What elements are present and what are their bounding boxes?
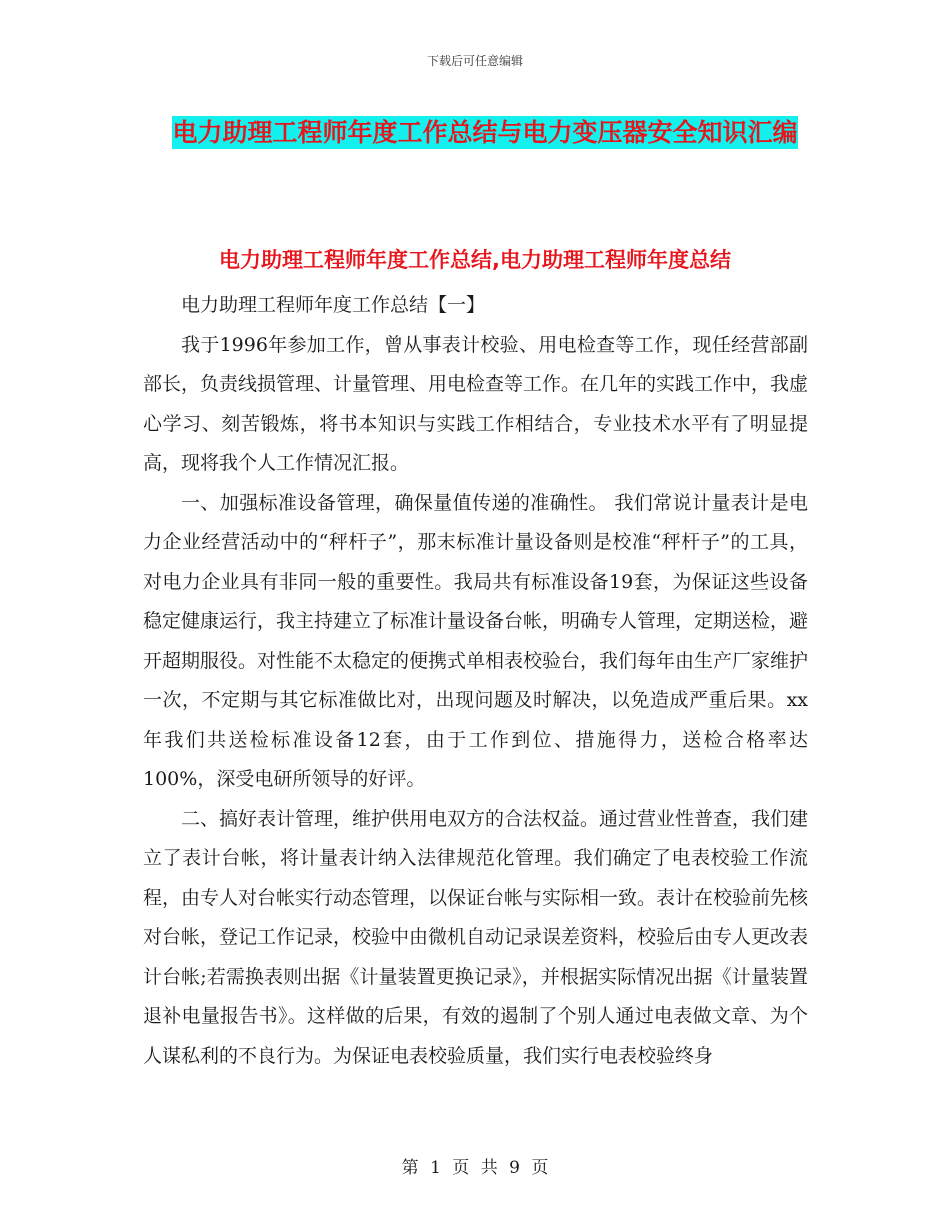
page-header-note: 下载后可任意编辑 (426, 54, 523, 68)
paragraph-meter-management: 二、搞好表计管理，维护供用电双方的合法权益。通过营业性普查，我们建立了表计台帐，将计量表计纳入法律规范化管理。我们确定了电表校验工作流程，由专人对台帐实行动态管理，以保证台帐与实际相一致。表计在校验前先核对台帐，登记工作记录，校验中由微机自动记录误差资料，校验后由专人更改表计台帐;若需换表则出据《计量装置更换记录》，并根据实际情况出据《计量装置退补电量报告书》。这样做的后果，有效的遏制了个别人通过电表做文章、为个人谋私利的不良行为。为保证电表校验质量，我们实行电表校验终身 (143, 807, 809, 1067)
page-footer: 第 1 页 共 9 页 (401, 1158, 549, 1178)
section-heading: 电力助理工程师年度工作总结【一】 (181, 294, 486, 316)
document-subtitle: 电力助理工程师年度工作总结,电力助理工程师年度总结 (219, 248, 731, 272)
document-title-text: 电力助理工程师年度工作总结与电力变压器安全知识汇编 (172, 118, 798, 147)
document-body (143, 286, 808, 1076)
paragraph-intro: 我于1996年参加工作，曾从事表计校验、用电检查等工作，现任经营部副部长，负责线损管理、计量管理、用电检查等工作。在几年的实践工作中，我虚心学习、刻苦锻炼，将书本知识与实践工作相结合，专业技术水平有了明显提高，现将我个人工作情况汇报。 (143, 333, 809, 474)
document-title (150, 110, 820, 156)
paragraph-standard-equipment: 一、加强标准设备管理，确保量值传递的准确性。 我们常说计量表计是电力企业经营活动中的“秤杆子”，那末标准计量设备则是校准“秤杆子”的工具，对电力企业具有非同一般的重要性。我局共有标准设备19套，为保证这些设备稳定健康运行，我主持建立了标准计量设备台帐，明确专人管理，定期送检，避开超期服役。对性能不太稳定的便携式单相表校验台，我们每年由生产厂家维护一次，不定期与其它标准做比对，出现问题及时解决，以免造成严重后果。xx年我们共送检标准设备12套，由于工作到位、措施得力，送检合格率达100%，深受电研所领导的好评。 (143, 491, 809, 790)
